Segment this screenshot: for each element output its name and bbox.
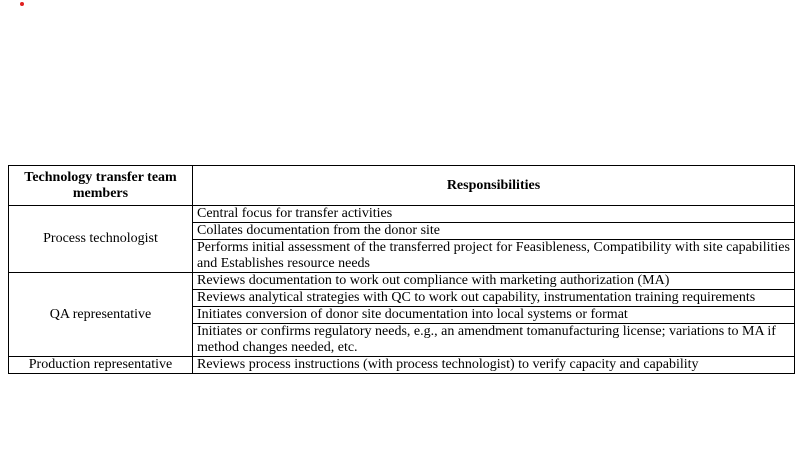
- member-qa-representative: QA representative: [9, 273, 193, 357]
- responsibility-cell: Reviews analytical strategies with QC to work out capability, instrumentation training requirements: [193, 290, 795, 307]
- table-row: [9, 273, 795, 290]
- responsibility-cell: Central focus for transfer activities: [193, 206, 795, 223]
- header-team-members: Technology transfer team members: [9, 166, 193, 206]
- red-dot-marker: [20, 2, 24, 6]
- responsibility-cell: Collates documentation from the donor site: [193, 223, 795, 240]
- responsibility-cell: Reviews documentation to work out compliance with marketing authorization (MA): [193, 273, 795, 290]
- header-responsibilities: Responsibilities: [193, 166, 795, 206]
- responsibility-cell: Reviews process instructions (with process technologist) to verify capacity and capability: [193, 357, 795, 374]
- table-header-row: [9, 166, 795, 206]
- table-row: [9, 206, 795, 223]
- member-process-technologist: Process technologist: [9, 206, 193, 273]
- responsibilities-table: [8, 165, 795, 374]
- responsibility-cell: Performs initial assessment of the transferred project for Feasibleness, Compatibility with site capabilities and Establishes resource needs: [193, 240, 795, 273]
- table-row: [9, 357, 795, 374]
- responsibility-cell: Initiates conversion of donor site documentation into local systems or format: [193, 307, 795, 324]
- responsibility-cell: Initiates or confirms regulatory needs, e.g., an amendment tomanufacturing license; variations to MA if method changes needed, etc.: [193, 324, 795, 357]
- member-production-representative: Production representative: [9, 357, 193, 374]
